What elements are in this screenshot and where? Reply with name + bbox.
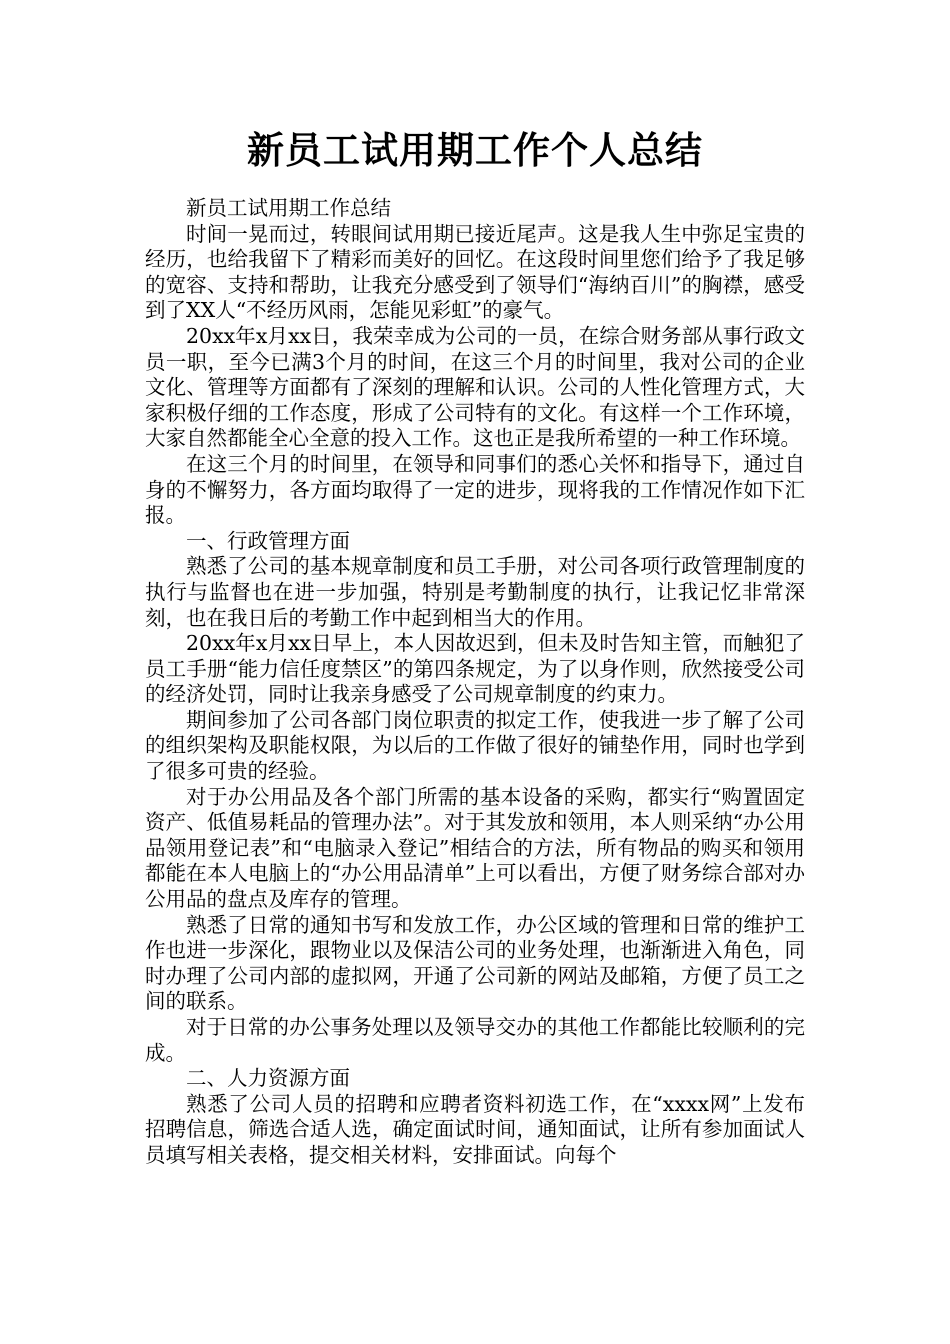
paragraph: 期间参加了公司各部门岗位职责的拟定工作，使我进一步了解了公司的组织架构及职能权限，为以后的工作做了很好的铺垫作用，同时也学到了很多可贵的经验。	[145, 707, 805, 784]
paragraph: 20xx年x月xx日，我荣幸成为公司的一员，在综合财务部从事行政文员一职，至今已满3个月的时间，在这三个月的时间里，我对公司的企业文化、管理等方面都有了深刻的理解和认识。公司的人性化管理方式，大家积极仔细的工作态度，形成了公司特有的文化。有这样一个工作环境，大家自然都能全心全意的投入工作。这也正是我所希望的一种工作环境。	[145, 323, 805, 451]
section-heading-admin: 一、行政管理方面	[186, 528, 350, 553]
paragraph: 熟悉了日常的通知书写和发放工作，办公区域的管理和日常的维护工作也进一步深化，跟物业以及保洁公司的业务处理，也渐渐进入角色，同时办理了公司内部的虚拟网，开通了公司新的网站及邮箱，方便了员工之间的联系。	[145, 912, 805, 1014]
paragraph: 20xx年x月xx日早上，本人因故迟到，但未及时告知主管，而触犯了员工手册“能力信任度禁区”的第四条规定，为了以身作则，欣然接受公司的经济处罚，同时让我亲身感受了公司规章制度的约束力。	[145, 631, 805, 707]
document-body	[145, 196, 805, 1169]
paragraph: 对于日常的办公事务处理以及领导交办的其他工作都能比较顺利的完成。	[145, 1015, 805, 1065]
paragraph: 时间一晃而过，转眼间试用期已接近尾声。这是我人生中弥足宝贵的经历，也给我留下了精彩而美好的回忆。在这段时间里您们给予了我足够的宽容、支持和帮助，让我充分感受到了领导们“海纳百川”的胸襟，感受到了XX人“不经历风雨，怎能见彩虹”的豪气。	[145, 221, 805, 323]
paragraph: 对于办公用品及各个部门所需的基本设备的采购，都实行“购置固定资产、低值易耗品的管理办法”。对于其发放和领用，本人则采纳“办公用品领用登记表”和“电脑录入登记”相结合的方法，所有物品的购买和领用都能在本人电脑上的“办公用品清单”上可以看出，方便了财务综合部对办公用品的盘点及库存的管理。	[145, 784, 805, 912]
paragraph: 熟悉了公司人员的招聘和应聘者资料初选工作，在“xxxx网”上发布招聘信息，筛选合适人选，确定面试时间，通知面试，让所有参加面试人员填写相关表格，提交相关材料，安排面试。向每个	[145, 1091, 805, 1167]
paragraph-subtitle: 新员工试用期工作总结	[186, 196, 391, 220]
paragraph: 在这三个月的时间里，在领导和同事们的悉心关怀和指导下，通过自身的不懈努力，各方面均取得了一定的进步，现将我的工作情况作如下汇报。	[145, 451, 805, 528]
section-heading-hr: 二、人力资源方面	[186, 1066, 350, 1091]
document-title: 新员工试用期工作个人总结	[247, 129, 703, 172]
paragraph: 熟悉了公司的基本规章制度和员工手册，对公司各项行政管理制度的执行与监督也在进一步加强，特别是考勤制度的执行，让我记忆非常深刻，也在我日后的考勤工作中起到相当大的作用。	[145, 554, 805, 630]
